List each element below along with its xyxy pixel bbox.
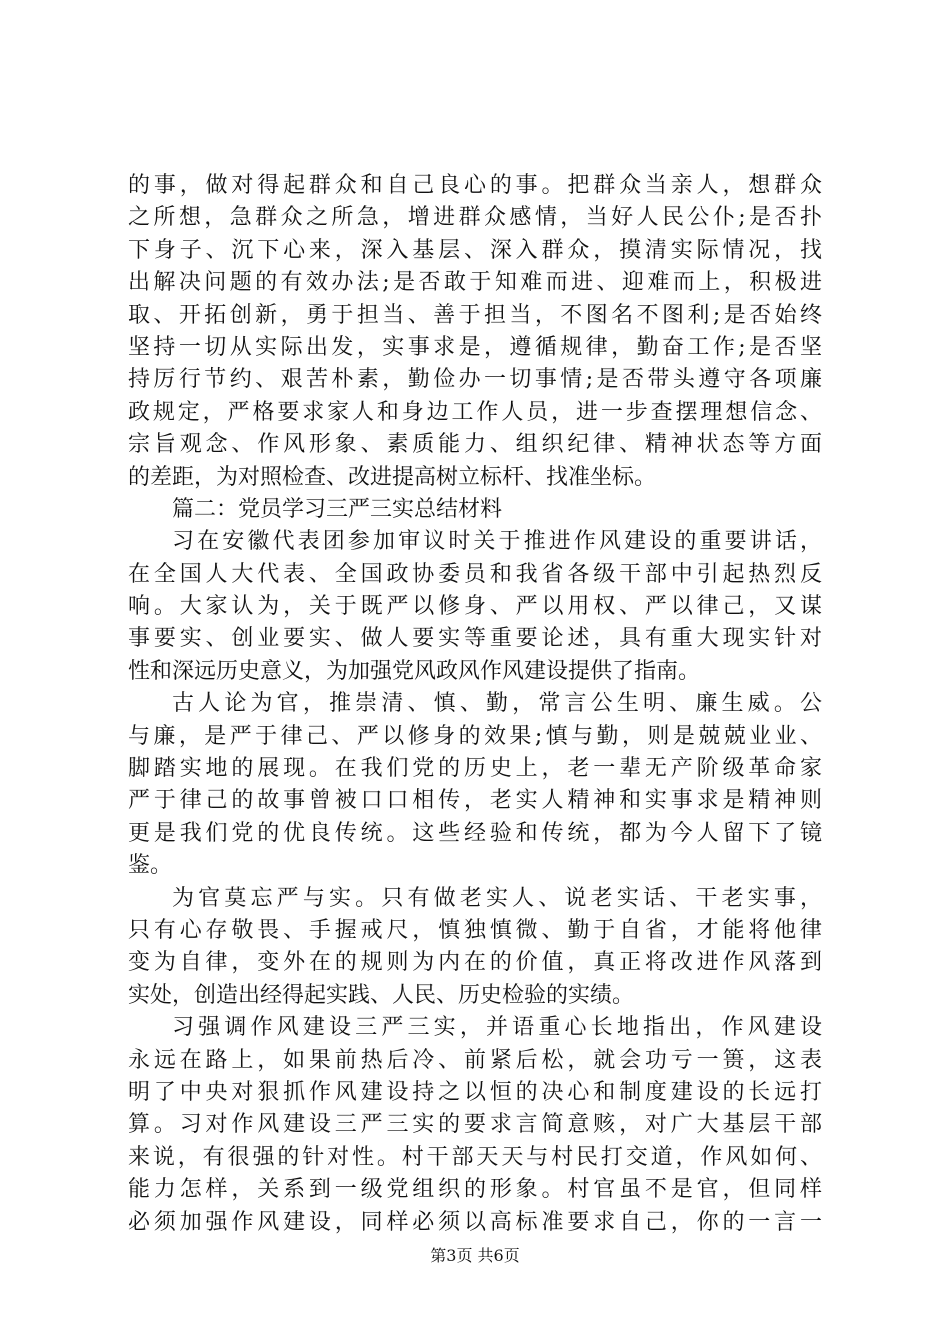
body-text xyxy=(128,170,822,1239)
paragraph xyxy=(128,170,822,494)
text-line: 持厉行节约、艰苦朴素，勤俭办一切事情;是否带头遵守各项廉 xyxy=(128,367,822,393)
text-line: 永远在路上，如果前热后冷、前紧后松，就会功亏一篑，这表 xyxy=(128,1047,822,1073)
text-line: 的事，做对得起群众和自己良心的事。把群众当亲人，想群众 xyxy=(128,173,822,198)
text-line: 篇二：党员学习三严三实总结材料 xyxy=(172,496,503,522)
text-line: 必须加强作风建设，同样必须以高标准要求自己，你的一言一 xyxy=(128,1209,822,1235)
text-line: 习强调作风建设三严三实，并语重心长地指出，作风建设 xyxy=(172,1015,822,1041)
section-heading xyxy=(128,494,822,526)
text-line: 习在安徽代表团参加审议时关于推进作风建设的重要讲话， xyxy=(172,529,822,555)
paragraph xyxy=(128,883,822,1013)
text-line: 鉴。 xyxy=(128,853,173,879)
text-line: 取、开拓创新，勇于担当、善于担当，不图名不图利;是否始终 xyxy=(128,302,822,328)
text-line: 事要实、创业要实、做人要实等重要论述，具有重大现实针对 xyxy=(128,626,822,652)
text-line: 响。大家认为，关于既严以修身、严以用权、严以律己，又谋 xyxy=(128,594,822,620)
text-line: 与廉，是严于律己、严以修身的效果;慎与勤，则是兢兢业业、 xyxy=(128,723,822,749)
paragraph xyxy=(128,688,822,882)
page-footer xyxy=(0,1246,950,1266)
text-line: 为官莫忘严与实。只有做老实人、说老实话、干老实事， xyxy=(172,885,822,911)
text-line: 算。习对作风建设三严三实的要求言简意赅，对广大基层干部 xyxy=(128,1112,822,1138)
text-line: 实处，创造出经得起实践、人民、历史检验的实绩。 xyxy=(128,982,635,1008)
paragraph xyxy=(128,1012,822,1239)
text-line: 下身子、沉下心来，深入基层、深入群众，摸清实际情况，找 xyxy=(128,237,822,263)
page-number-label: 第3页 共6页 xyxy=(430,1246,520,1265)
text-line: 出解决问题的有效办法;是否敢于知难而进、迎难而上，积极进 xyxy=(128,270,822,296)
text-line: 之所想，急群众之所急，增进群众感情，当好人民公仆;是否扑 xyxy=(128,205,822,231)
paragraph xyxy=(128,526,822,688)
text-line: 来说，有很强的针对性。村干部天天与村民打交道，作风如何、 xyxy=(128,1144,822,1170)
text-line: 政规定，严格要求家人和身边工作人员，进一步查摆理想信念、 xyxy=(128,399,822,425)
text-line: 性和深远历史意义，为加强党风政风作风建设提供了指南。 xyxy=(128,658,701,684)
text-line: 能力怎样，关系到一级党组织的形象。村官虽不是官，但同样 xyxy=(128,1177,822,1203)
text-line: 更是我们党的优良传统。这些经验和传统，都为今人留下了镜 xyxy=(128,820,822,846)
text-line: 变为自律，变外在的规则为内在的价值，真正将改进作风落到 xyxy=(128,950,822,976)
text-line: 宗旨观念、作风形象、素质能力、组织纪律、精神状态等方面 xyxy=(128,432,822,458)
text-line: 只有心存敬畏、手握戒尺，慎独慎微、勤于自省，才能将他律 xyxy=(128,917,822,943)
text-line: 在全国人大代表、全国政协委员和我省各级干部中引起热烈反 xyxy=(128,561,822,587)
text-line: 明了中央对狠抓作风建设持之以恒的决心和制度建设的长远打 xyxy=(128,1079,822,1105)
text-line: 坚持一切从实际出发，实事求是，遵循规律，勤奋工作;是否坚 xyxy=(128,334,822,360)
text-line: 严于律己的故事曾被口口相传，老实人精神和实事求是精神则 xyxy=(128,788,822,814)
text-line: 的差距，为对照检查、改进提高树立标杆、找准坐标。 xyxy=(128,464,657,490)
text-line: 脚踏实地的展现。在我们党的历史上，老一辈无产阶级革命家 xyxy=(128,756,822,782)
text-line: 古人论为官，推崇清、慎、勤，常言公生明、廉生威。公 xyxy=(172,691,822,717)
